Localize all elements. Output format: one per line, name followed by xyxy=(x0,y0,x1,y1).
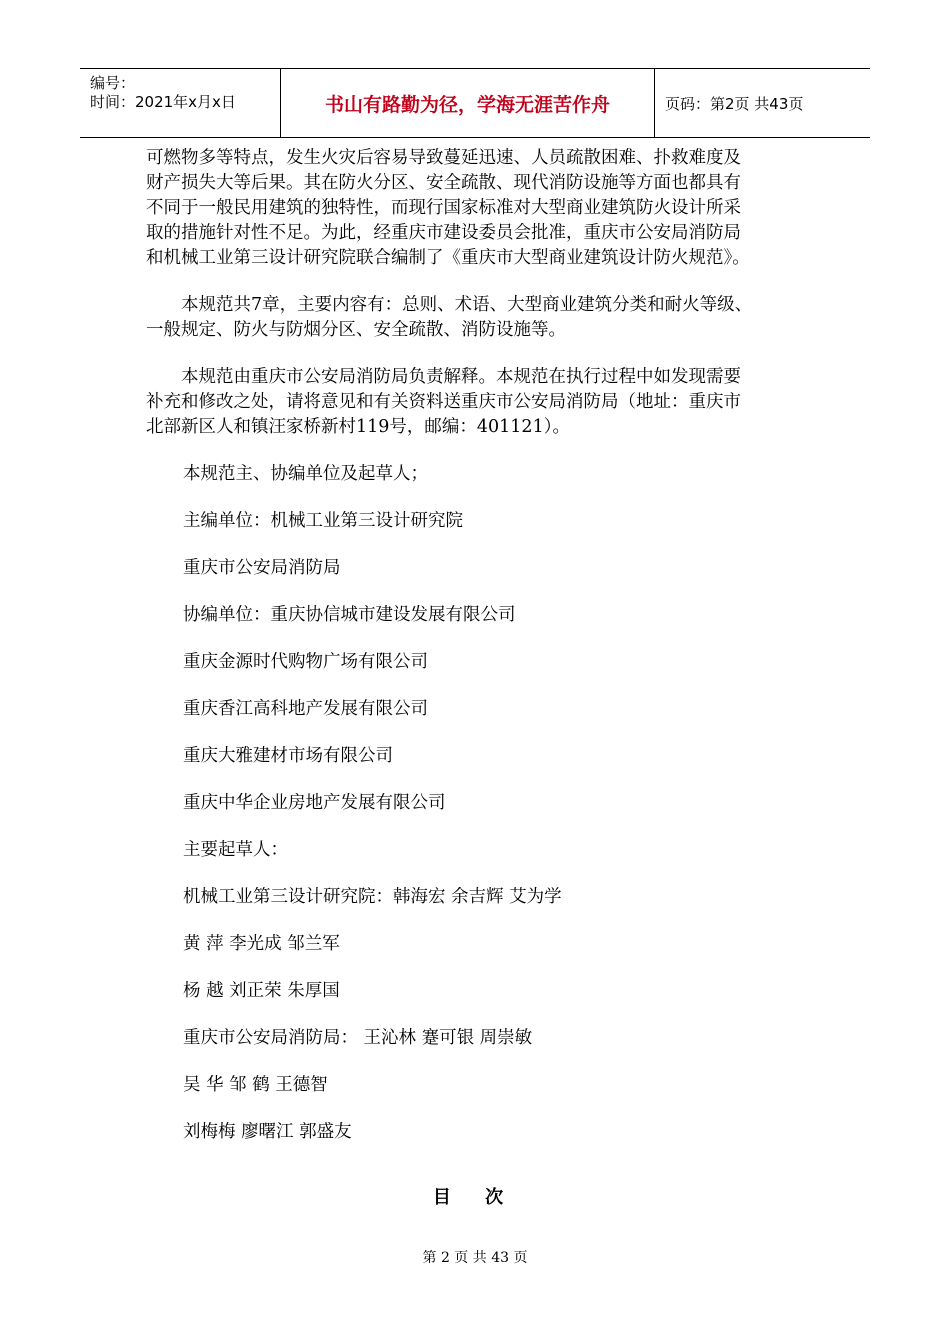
paragraph-2 xyxy=(146,293,806,343)
drafter-line: 杨 越 刘正荣 朱厚国 xyxy=(183,981,340,1001)
drafter-line: 重庆市公安局消防局： 王沁林 蹇可银 周崇敏 xyxy=(183,1028,533,1048)
drafter-line: 刘梅梅 廖曙江 郭盛友 xyxy=(183,1122,352,1142)
co-editor-unit: 协编单位：重庆协信城市建设发展有限公司 xyxy=(183,605,516,625)
unit-line: 重庆中华企业房地产发展有限公司 xyxy=(183,793,446,813)
motto-text: 书山有路勤为径，学海无涯苦作舟 xyxy=(324,93,610,116)
toc-title: 目 次 xyxy=(432,1187,518,1208)
drafter-line: 吴 华 邹 鹤 王德智 xyxy=(183,1075,328,1095)
drafter-line: 黄 萍 李光成 邹兰军 xyxy=(183,934,340,954)
paragraph-line: 北部新区人和镇汪家桥新村119号，邮编：401121）。 xyxy=(146,417,570,437)
paragraph-line: 补充和修改之处，请将意见和有关资料送重庆市公安局消防局（地址：重庆市 xyxy=(146,392,741,412)
page-info: 页码：第2页 共43页 xyxy=(665,94,804,113)
paragraph-line: 一般规定、防火与防烟分区、安全疏散、消防设施等。 xyxy=(146,320,566,340)
number-label: 编号： xyxy=(90,74,136,92)
paragraph-line: 不同于一般民用建筑的独特性，而现行国家标准对大型商业建筑防火设计所采 xyxy=(146,198,741,218)
paragraph-1 xyxy=(146,146,806,271)
drafters-intro: 本规范主、协编单位及起草人； xyxy=(183,464,428,484)
header-motto-cell xyxy=(281,69,655,137)
unit-line: 重庆大雅建材市场有限公司 xyxy=(183,746,393,766)
paragraph-line: 财产损失大等后果。其在防火分区、安全疏散、现代消防设施等方面也都具有 xyxy=(146,173,741,193)
paragraph-line: 本规范由重庆市公安局消防局负责解释。本规范在执行过程中如发现需要 xyxy=(181,367,741,387)
time-label: 时间：2021年x月x日 xyxy=(90,93,236,111)
paragraph-3 xyxy=(146,365,806,440)
drafter-line: 机械工业第三设计研究院：韩海宏 余吉辉 艾为学 xyxy=(183,887,562,907)
header-left-cell xyxy=(80,69,281,137)
paragraph-line: 取的措施针对性不足。为此，经重庆市建设委员会批准，重庆市公安局消防局 xyxy=(146,223,741,243)
paragraph-line: 和机械工业第三设计研究院联合编制了《重庆市大型商业建筑设计防火规范》。 xyxy=(146,248,750,268)
unit-line: 重庆市公安局消防局 xyxy=(183,558,341,578)
unit-line: 重庆香江高科地产发展有限公司 xyxy=(183,699,428,719)
main-drafters-label: 主要起草人： xyxy=(183,840,288,860)
document-body xyxy=(146,146,806,1167)
header-page-cell xyxy=(655,69,870,137)
paragraph-line: 本规范共7章，主要内容有：总则、术语、大型商业建筑分类和耐火等级、 xyxy=(181,295,753,315)
page-footer: 第 2 页 共 43 页 xyxy=(422,1250,528,1266)
chief-editor-unit: 主编单位：机械工业第三设计研究院 xyxy=(183,511,463,531)
document-header xyxy=(80,68,870,138)
unit-line: 重庆金源时代购物广场有限公司 xyxy=(183,652,428,672)
paragraph-line: 可燃物多等特点，发生火灾后容易导致蔓延迅速、人员疏散困难、扑救难度及 xyxy=(146,148,741,168)
